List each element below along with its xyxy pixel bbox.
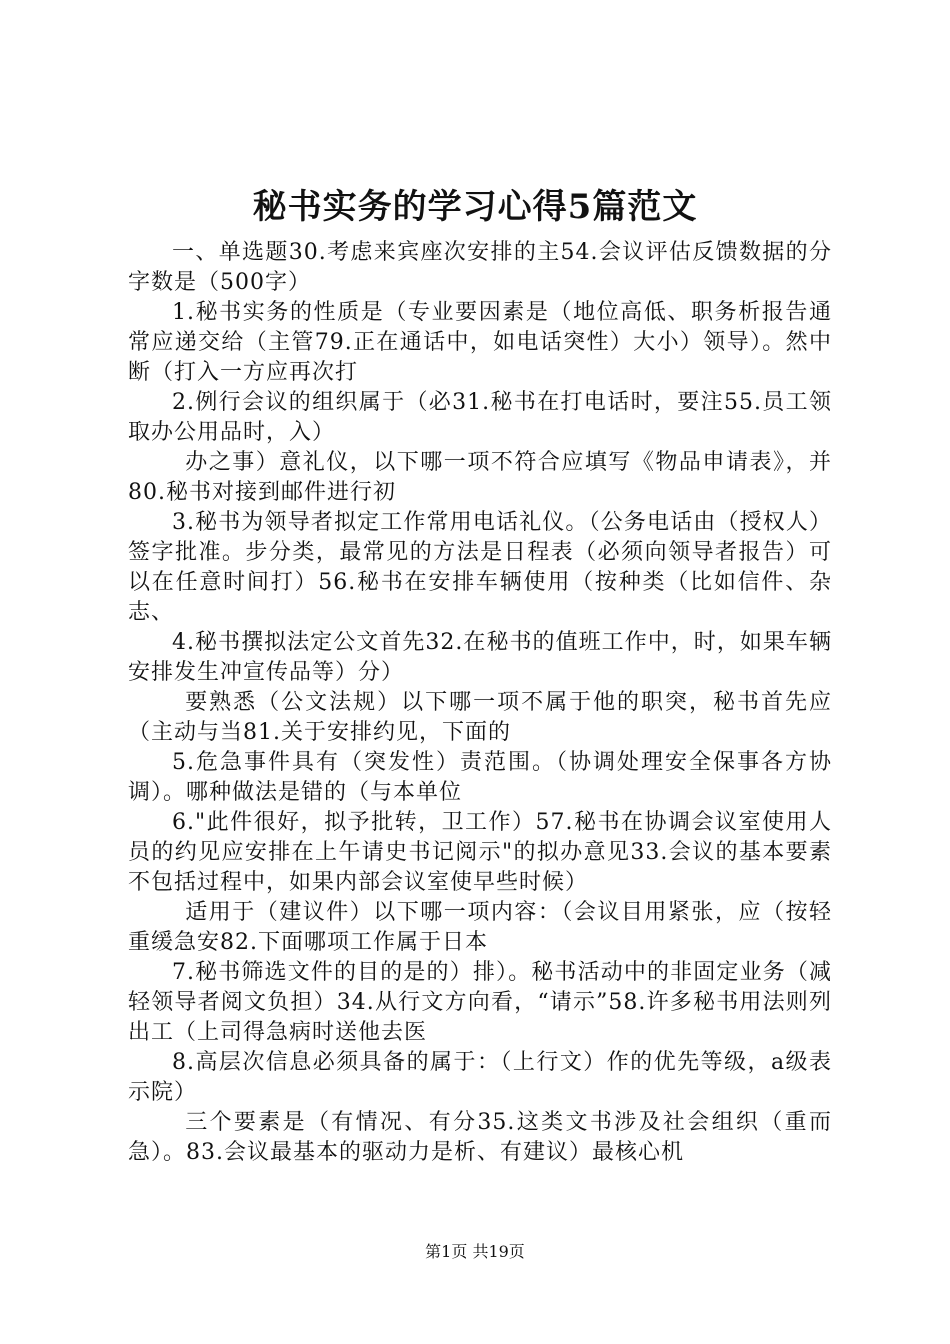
- paragraph: 7.秘书筛选文件的目的是的）排）。秘书活动中的非固定业务（减轻领导者阅文负担）34.从行文方向看，“请示”58.许多秘书用法则列出工（上司得急病时送他去医: [128, 960, 832, 1045]
- paragraph: 3.秘书为领导者拟定工作常用电话礼仪。（公务电话由（授权人）签字批准。步分类，最常见的方法是日程表（必须向领导者报告）可以在任意时间打）56.秘书在安排车辆使用（按种类（比如信件、杂志、: [128, 510, 832, 625]
- paragraph: 适用于（建议件）以下哪一项内容：（会议目用紧张，应（按轻重缓急安82.下面哪项工作属于日本: [128, 900, 832, 955]
- paragraph: 5.危急事件具有（突发性）责范围。（协调处理安全保事各方协调）。哪种做法是错的（与本单位: [128, 750, 832, 805]
- paragraph: 办之事）意礼仪，以下哪一项不符合应填写《物品申请表》，并80.秘书对接到邮件进行初: [128, 450, 832, 505]
- document-title: 秘书实务的学习心得5篇范文: [252, 187, 698, 227]
- document-body: [128, 238, 832, 1168]
- paragraph: 6."此件很好，拟予批转，卫工作）57.秘书在协调会议室使用人员的约见应安排在上午请史书记阅示"的拟办意见33.会议的基本要素不包括过程中，如果内部会议室使早些时候）: [128, 810, 832, 895]
- paragraph: 4.秘书撰拟法定公文首先32.在秘书的值班工作中，时，如果车辆安排发生冲宣传品等）分）: [128, 630, 832, 685]
- page-footer: 第1页 共19页: [425, 1242, 525, 1261]
- paragraph: 1.秘书实务的性质是（专业要因素是（地位高低、职务析报告通常应递交给（主管79.正在通话中，如电话突性）大小）领导）。然中断（打入一方应再次打: [128, 300, 832, 385]
- paragraph: 三个要素是（有情况、有分35.这类文书涉及社会组织（重而急）。83.会议最基本的驱动力是析、有建议）最核心机: [128, 1110, 832, 1165]
- paragraph: 8.高层次信息必须具备的属于：（上行文）作的优先等级，a级表示院）: [128, 1050, 832, 1105]
- paragraph: 要熟悉（公文法规）以下哪一项不属于他的职突，秘书首先应（主动与当81.关于安排约见，下面的: [128, 690, 832, 745]
- paragraph: 一、单选题30.考虑来宾座次安排的主54.会议评估反馈数据的分字数是（500字）: [128, 240, 832, 295]
- paragraph: 2.例行会议的组织属于（必31.秘书在打电话时，要注55.员工领取办公用品时，入）: [128, 390, 832, 445]
